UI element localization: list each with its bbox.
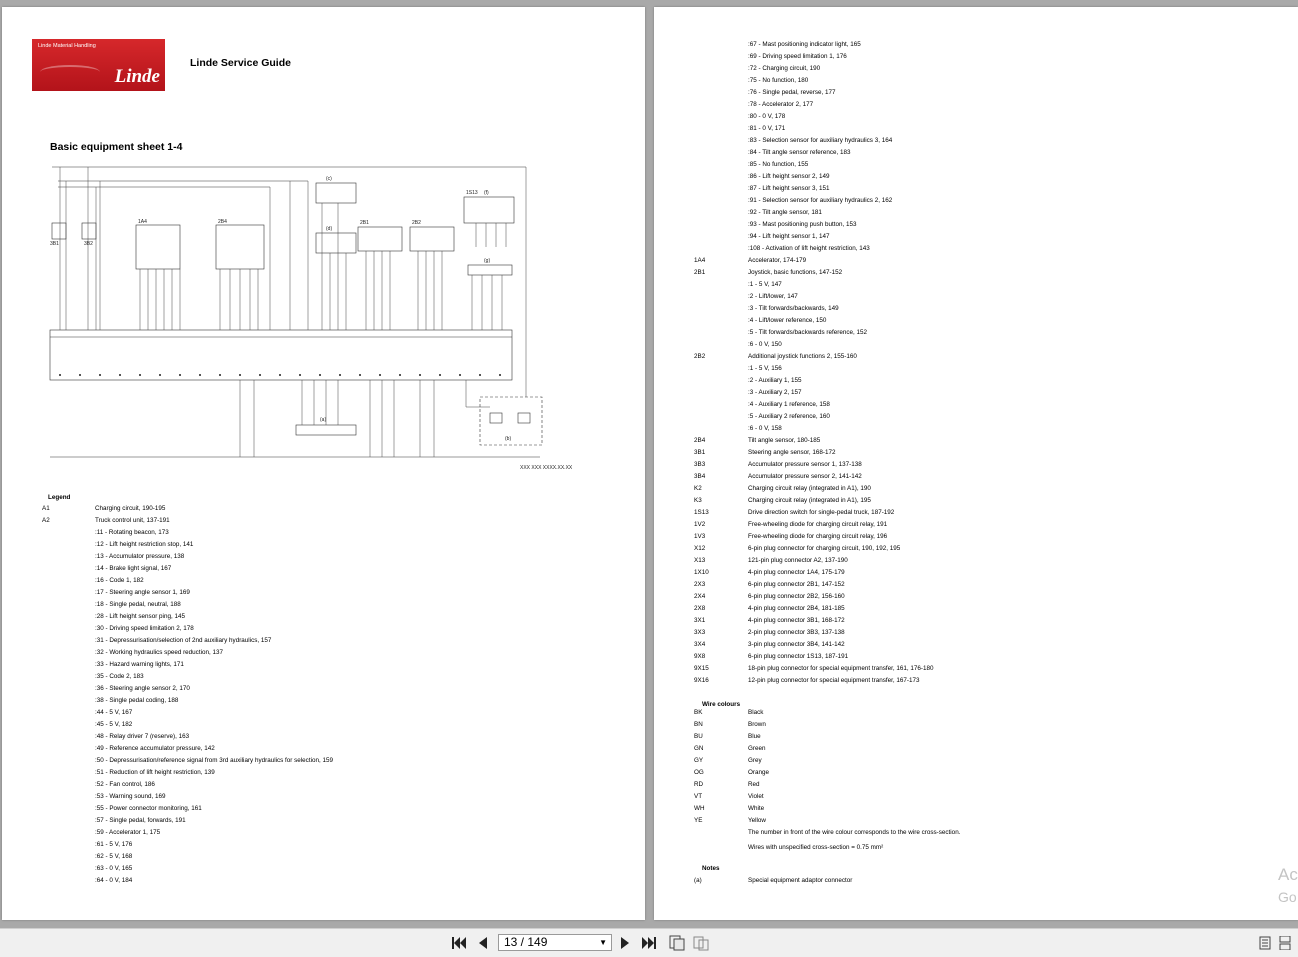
entry-value: :61 - 5 V, 176 <box>95 841 133 848</box>
prev-page-icon[interactable] <box>474 934 492 952</box>
entry-value: Charging circuit relay (integrated in A1), 195 <box>748 497 871 504</box>
entry-value: :63 - 0 V, 165 <box>95 865 133 872</box>
list-item <box>694 531 1254 543</box>
list-item <box>694 99 1254 111</box>
list-item <box>694 603 1254 615</box>
list-item <box>42 731 602 743</box>
entry-value: :12 - Lift height restriction stop, 141 <box>95 541 194 548</box>
wiring-diagram <box>40 157 640 482</box>
entry-key: 3X3 <box>694 629 706 636</box>
entry-value: :52 - Fan control, 186 <box>95 781 155 788</box>
entry-value: 6-pin plug connector 1S13, 187-191 <box>748 653 849 660</box>
list-item <box>694 135 1254 147</box>
entry-key: 2X3 <box>694 581 706 588</box>
entry-key: 2X8 <box>694 605 706 612</box>
document-page-right <box>654 7 1298 920</box>
list-item <box>694 219 1254 231</box>
list-item <box>42 659 602 671</box>
list-item <box>694 339 1254 351</box>
viewer-toolbar <box>0 928 1298 957</box>
list-item <box>42 515 602 527</box>
entry-value: :4 - Auxiliary 1 reference, 158 <box>748 401 830 408</box>
diagram-comp-3b2: 3B2 <box>84 241 93 247</box>
list-item <box>694 495 1254 507</box>
list-item <box>694 651 1254 663</box>
list-item <box>42 803 602 815</box>
entry-key: 2B1 <box>694 269 706 276</box>
list-item <box>694 719 1254 731</box>
diagram-drawing-number: XXX XXX XXXX.XX.XX <box>520 465 573 471</box>
list-item <box>694 195 1254 207</box>
entry-value: :32 - Working hydraulics speed reduction, 137 <box>95 649 223 656</box>
entry-value: :36 - Steering angle sensor 2, 170 <box>95 685 190 692</box>
list-item <box>694 279 1254 291</box>
list-item <box>42 539 602 551</box>
list-item <box>694 779 1254 791</box>
diagram-comp-1s13: 1S13 <box>466 190 478 196</box>
list-item <box>694 543 1254 555</box>
list-item <box>42 863 602 875</box>
entry-value: :108 - Activation of lift height restriction, 143 <box>748 245 870 252</box>
list-item <box>694 351 1254 363</box>
entry-value: :30 - Driving speed limitation 2, 178 <box>95 625 194 632</box>
entry-value: Grey <box>748 757 762 764</box>
list-item <box>694 803 1254 815</box>
sheet-title: Basic equipment sheet 1-4 <box>50 141 183 153</box>
entry-value: :31 - Depressurisation/selection of 2nd auxiliary hydraulics, 157 <box>95 637 272 644</box>
entry-key: VT <box>694 793 703 800</box>
list-item <box>694 183 1254 195</box>
list-item <box>694 483 1254 495</box>
entry-value: :13 - Accumulator pressure, 138 <box>95 553 185 560</box>
entry-key: 3X4 <box>694 641 706 648</box>
logo-swoosh <box>40 65 100 79</box>
entry-value: Green <box>748 745 766 752</box>
entry-value: :45 - 5 V, 182 <box>95 721 133 728</box>
entry-value: Free-wheeling diode for charging circuit relay, 196 <box>748 533 888 540</box>
entry-value: :44 - 5 V, 167 <box>95 709 133 716</box>
chevron-down-icon: ▼ <box>599 938 607 947</box>
entry-key: X13 <box>694 557 706 564</box>
list-item <box>694 171 1254 183</box>
list-item <box>42 611 602 623</box>
wire-note-2: Wires with unspecified cross-section = 0.75 mm² <box>748 844 884 851</box>
list-item <box>42 719 602 731</box>
document-page-left <box>2 7 645 920</box>
list-item <box>694 39 1254 51</box>
list-item <box>694 243 1254 255</box>
list-item <box>694 111 1254 123</box>
entry-value: Joystick, basic functions, 147-152 <box>748 269 843 276</box>
entry-value: Orange <box>748 769 770 776</box>
next-page-icon[interactable] <box>616 934 634 952</box>
entry-key: 1X10 <box>694 569 709 576</box>
entry-value: :1 - 5 V, 147 <box>748 281 782 288</box>
entry-key: 3B3 <box>694 461 706 468</box>
legend-list-left <box>42 503 602 887</box>
entry-key: GN <box>694 745 704 752</box>
list-item <box>694 471 1254 483</box>
entry-value: Steering angle sensor, 168-172 <box>748 449 836 456</box>
diagram-label-c: (c) <box>326 176 332 182</box>
entry-value: :80 - 0 V, 178 <box>748 113 786 120</box>
list-item <box>42 755 602 767</box>
entry-value: Drive direction switch for single-pedal truck, 187-192 <box>748 509 895 516</box>
entry-key: BU <box>694 733 703 740</box>
entry-key: YE <box>694 817 703 824</box>
list-item <box>42 827 602 839</box>
list-item <box>694 519 1254 531</box>
list-item <box>42 851 602 863</box>
entry-value: :59 - Accelerator 1, 175 <box>95 829 161 836</box>
entry-value: :3 - Auxiliary 2, 157 <box>748 389 802 396</box>
entry-value: :94 - Lift height sensor 1, 147 <box>748 233 830 240</box>
entry-value: :51 - Reduction of lift height restriction, 139 <box>95 769 215 776</box>
entry-value: Brown <box>748 721 766 728</box>
page-indicator: 13 / 149 <box>504 935 548 949</box>
list-item <box>694 75 1254 87</box>
entry-value: Tilt angle sensor, 180-185 <box>748 437 821 444</box>
list-item <box>42 839 602 851</box>
logo-brand-text: Linde <box>114 66 160 87</box>
list-item <box>694 675 1254 687</box>
entry-value: 4-pin plug connector 2B4, 181-185 <box>748 605 845 612</box>
list-item <box>42 875 602 887</box>
entry-value: :78 - Accelerator 2, 177 <box>748 101 814 108</box>
list-item <box>694 591 1254 603</box>
entry-value: :72 - Charging circuit, 190 <box>748 65 821 72</box>
entry-value: :85 - No function, 155 <box>748 161 809 168</box>
list-item <box>42 791 602 803</box>
entry-value: :17 - Steering angle sensor 1, 169 <box>95 589 190 596</box>
diagram-comp-2b4: 2B4 <box>218 219 227 225</box>
entry-value: Charging circuit relay (integrated in A1), 190 <box>748 485 871 492</box>
watermark-line1: Ac <box>1278 865 1298 884</box>
list-item <box>694 231 1254 243</box>
first-page-icon[interactable] <box>450 934 468 952</box>
list-item <box>42 743 602 755</box>
list-item <box>694 399 1254 411</box>
entry-value: 12-pin plug connector for special equipment transfer, 167-173 <box>748 677 920 684</box>
list-item <box>694 627 1254 639</box>
list-item <box>694 663 1254 675</box>
list-item <box>694 291 1254 303</box>
list-item <box>694 411 1254 423</box>
entry-value: :28 - Lift height sensor ping, 145 <box>95 613 185 620</box>
entry-key: 2X4 <box>694 593 706 600</box>
list-item <box>694 315 1254 327</box>
entry-key: A1 <box>42 505 50 512</box>
list-item <box>694 555 1254 567</box>
entry-value: Black <box>748 709 764 716</box>
list-item <box>42 575 602 587</box>
list-item <box>694 147 1254 159</box>
entry-value: :33 - Hazard warning lights, 171 <box>95 661 184 668</box>
entry-value: :91 - Selection sensor for auxiliary hydraulics 2, 162 <box>748 197 893 204</box>
entry-value: :6 - 0 V, 158 <box>748 425 782 432</box>
list-item <box>42 767 602 779</box>
entry-value: 6-pin plug connector 2B2, 156-160 <box>748 593 845 600</box>
diagram-comp-2b1: 2B1 <box>360 220 369 226</box>
diagram-label-f: (f) <box>484 190 489 196</box>
list-item <box>42 647 602 659</box>
list-item <box>694 755 1254 767</box>
watermark-line2: Go <box>1278 889 1297 905</box>
entry-key: RD <box>694 781 704 788</box>
entry-value: Red <box>748 781 760 788</box>
entry-key: 3B1 <box>694 449 706 456</box>
notes-list <box>694 875 1254 887</box>
entry-value: :16 - Code 1, 182 <box>95 577 144 584</box>
entry-value: :62 - 5 V, 168 <box>95 853 133 860</box>
list-item <box>694 731 1254 743</box>
fit-page-icon[interactable] <box>668 934 686 952</box>
list-item <box>42 635 602 647</box>
entry-value: :55 - Power connector monitoring, 161 <box>95 805 202 812</box>
list-item <box>42 527 602 539</box>
entry-value: 6-pin plug connector 2B1, 147-152 <box>748 581 845 588</box>
entry-value: 18-pin plug connector for special equipment transfer, 161, 176-180 <box>748 665 934 672</box>
entry-value: 2-pin plug connector 3B3, 137-138 <box>748 629 845 636</box>
entry-value: :84 - Tilt angle sensor reference, 183 <box>748 149 851 156</box>
list-item <box>42 683 602 695</box>
entry-value: :3 - Tilt forwards/backwards, 149 <box>748 305 839 312</box>
entry-value: Free-wheeling diode for charging circuit relay, 191 <box>748 521 888 528</box>
entry-value: Accelerator, 174-179 <box>748 257 807 264</box>
list-item <box>694 815 1254 827</box>
entry-value: :93 - Mast positioning push button, 153 <box>748 221 857 228</box>
entry-value: :1 - 5 V, 156 <box>748 365 782 372</box>
entry-value: 6-pin plug connector for charging circuit, 190, 192, 195 <box>748 545 901 552</box>
list-item <box>42 623 602 635</box>
entry-value: :11 - Rotating beacon, 173 <box>95 529 169 536</box>
list-item <box>42 503 602 515</box>
entry-value: White <box>748 805 765 812</box>
list-item <box>42 695 602 707</box>
list-item <box>694 447 1254 459</box>
list-item <box>42 587 602 599</box>
entry-value: :5 - Auxiliary 2 reference, 160 <box>748 413 830 420</box>
legend-heading: Legend <box>48 494 71 501</box>
entry-value: 121-pin plug connector A2, 137-190 <box>748 557 848 564</box>
entry-value: :86 - Lift height sensor 2, 149 <box>748 173 830 180</box>
wire-note-1: The number in front of the wire colour corresponds to the wire cross-section. <box>748 829 961 836</box>
linde-logo <box>32 39 165 91</box>
entry-value: Additional joystick functions 2, 155-160 <box>748 353 857 360</box>
entry-value: :38 - Single pedal coding, 188 <box>95 697 179 704</box>
entry-value: :35 - Code 2, 183 <box>95 673 144 680</box>
entry-value: :64 - 0 V, 184 <box>95 877 133 884</box>
single-view-icon[interactable] <box>1256 934 1274 952</box>
list-item <box>694 791 1254 803</box>
entry-value: :87 - Lift height sensor 3, 151 <box>748 185 830 192</box>
entry-value: :4 - Lift/lower reference, 150 <box>748 317 827 324</box>
list-item <box>694 743 1254 755</box>
entry-value: :81 - 0 V, 171 <box>748 125 786 132</box>
entry-value: 3-pin plug connector 3B4, 141-142 <box>748 641 845 648</box>
list-item <box>694 579 1254 591</box>
entry-value: Blue <box>748 733 761 740</box>
list-item <box>694 267 1254 279</box>
guide-title: Linde Service Guide <box>190 57 291 69</box>
continuous-view-icon[interactable] <box>1276 934 1294 952</box>
list-item <box>42 779 602 791</box>
entry-key: 9X16 <box>694 677 709 684</box>
list-item <box>694 387 1254 399</box>
entry-key: 3X1 <box>694 617 706 624</box>
entry-value: :92 - Tilt angle sensor, 181 <box>748 209 822 216</box>
entry-value: :50 - Depressurisation/reference signal from 3rd auxiliary hydraulics for selection, 159 <box>95 757 333 764</box>
entry-value: :6 - 0 V, 150 <box>748 341 782 348</box>
list-item <box>694 639 1254 651</box>
entry-key: GY <box>694 757 704 764</box>
entry-key: 1V3 <box>694 533 706 540</box>
list-item <box>694 327 1254 339</box>
entry-key: BK <box>694 709 703 716</box>
list-item <box>42 599 602 611</box>
entry-value: :76 - Single pedal, reverse, 177 <box>748 89 836 96</box>
list-item <box>694 423 1254 435</box>
list-item <box>694 87 1254 99</box>
two-page-icon[interactable] <box>692 934 710 952</box>
entry-key: K3 <box>694 497 702 504</box>
list-item <box>694 255 1254 267</box>
entry-key: 9X8 <box>694 653 706 660</box>
entry-key: 1S13 <box>694 509 709 516</box>
entry-key: 1V2 <box>694 521 706 528</box>
entry-key: 9X15 <box>694 665 709 672</box>
entry-value: 4-pin plug connector 1A4, 175-179 <box>748 569 845 576</box>
list-item <box>694 707 1254 719</box>
diagram-comp-1a4: 1A4 <box>138 219 147 225</box>
entry-key: WH <box>694 805 705 812</box>
list-item <box>694 435 1254 447</box>
list-item <box>694 363 1254 375</box>
list-item <box>42 551 602 563</box>
entry-key: X12 <box>694 545 706 552</box>
diagram-label-g: (g) <box>484 258 491 264</box>
list-item <box>694 63 1254 75</box>
entry-value: :83 - Selection sensor for auxiliary hydraulics 3, 164 <box>748 137 893 144</box>
list-item <box>694 375 1254 387</box>
entry-key: 1A4 <box>694 257 706 264</box>
list-item <box>694 507 1254 519</box>
diagram-comp-3b1: 3B1 <box>50 241 59 247</box>
entry-value: Yellow <box>748 817 766 824</box>
entry-key: OG <box>694 769 704 776</box>
entry-key: A2 <box>42 517 50 524</box>
legend-list-right <box>694 39 1254 687</box>
entry-value: :69 - Driving speed limitation 1, 176 <box>748 53 847 60</box>
logo-small-text: Linde Material Handling <box>38 43 96 49</box>
list-item <box>694 875 1254 887</box>
entry-value: :57 - Single pedal, forwards, 191 <box>95 817 186 824</box>
entry-value: Accumulator pressure sensor 2, 141-142 <box>748 473 862 480</box>
entry-value: :14 - Brake light signal, 167 <box>95 565 172 572</box>
diagram-label-d: (d) <box>326 226 333 232</box>
entry-value: :5 - Tilt forwards/backwards reference, 152 <box>748 329 867 336</box>
entry-value: Violet <box>748 793 764 800</box>
entry-value: :2 - Lift/lower, 147 <box>748 293 798 300</box>
entry-value: :53 - Warning sound, 169 <box>95 793 166 800</box>
list-item <box>42 815 602 827</box>
list-item <box>694 459 1254 471</box>
entry-key: K2 <box>694 485 702 492</box>
diagram-comp-2b2: 2B2 <box>412 220 421 226</box>
page-number-select[interactable] <box>498 934 612 951</box>
list-item <box>42 563 602 575</box>
list-item <box>694 51 1254 63</box>
list-item <box>694 303 1254 315</box>
entry-value: :18 - Single pedal, neutral, 188 <box>95 601 181 608</box>
entry-key: BN <box>694 721 703 728</box>
list-item <box>694 207 1254 219</box>
entry-value: :75 - No function, 180 <box>748 77 809 84</box>
notes-heading: Notes <box>702 865 720 872</box>
entry-value: Special equipment adaptor connector <box>748 877 853 884</box>
entry-value: Charging circuit, 190-195 <box>95 505 166 512</box>
diagram-label-b: (b) <box>505 436 512 442</box>
entry-value: 4-pin plug connector 3B1, 168-172 <box>748 617 845 624</box>
list-item <box>694 123 1254 135</box>
entry-value: :48 - Relay driver 7 (reserve), 163 <box>95 733 190 740</box>
entry-value: :49 - Reference accumulator pressure, 142 <box>95 745 215 752</box>
entry-value: :67 - Mast positioning indicator light, 165 <box>748 41 861 48</box>
entry-key: 2B2 <box>694 353 706 360</box>
diagram-label-a: (a) <box>320 417 327 423</box>
list-item <box>694 159 1254 171</box>
entry-key: 2B4 <box>694 437 706 444</box>
entry-key: 3B4 <box>694 473 706 480</box>
entry-value: :2 - Auxiliary 1, 155 <box>748 377 802 384</box>
list-item <box>42 707 602 719</box>
last-page-icon[interactable] <box>640 934 658 952</box>
wire-colours-list <box>694 707 1254 827</box>
list-item <box>694 615 1254 627</box>
list-item <box>694 567 1254 579</box>
entry-value: Truck control unit, 137-191 <box>95 517 170 524</box>
list-item <box>42 671 602 683</box>
list-item <box>694 767 1254 779</box>
entry-value: Accumulator pressure sensor 1, 137-138 <box>748 461 862 468</box>
wire-colours-heading: Wire colours <box>702 701 741 708</box>
entry-key: (a) <box>694 877 702 884</box>
